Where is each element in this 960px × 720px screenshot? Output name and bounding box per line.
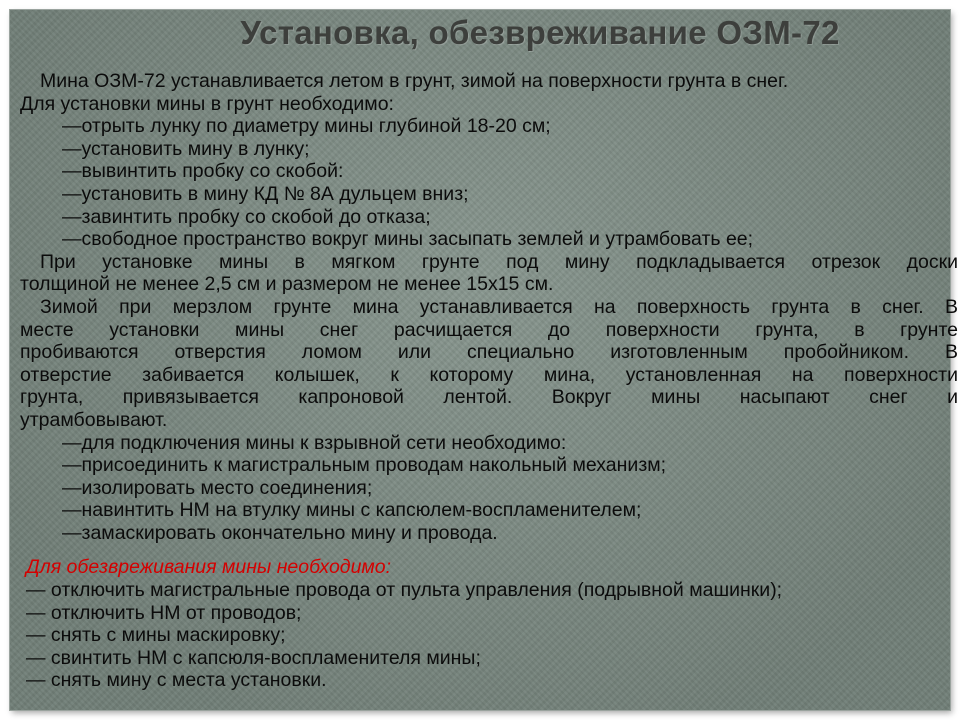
connect-step: —присоединить к магистральным проводам накольный механизм; xyxy=(62,454,667,477)
winter-line: пробиваются отверстия ломом или специально изготовленным пробойником. В xyxy=(20,341,958,364)
install-step: —свободное пространство вокруг мины засыпать землей и утрамбовать ее; xyxy=(62,228,754,251)
winter-line: грунта, привязывается капроновой лентой. Вокруг мины насыпают снег и xyxy=(20,386,958,409)
install-step: —вывинтить пробку со скобой: xyxy=(62,160,344,183)
disarm-heading: Для обезвреживания мины необходимо: xyxy=(26,556,392,579)
disarm-step: — свинтить НМ с капсюля-воспламенителя мины; xyxy=(26,646,481,669)
winter-line: Зимой при мерзлом грунте мина устанавливается на поверхность грунта в снег. В xyxy=(40,295,958,318)
winter-line: утрамбовывают. xyxy=(20,408,168,431)
connect-step: —для подключения мины к взрывной сети необходимо: xyxy=(62,431,567,454)
intro-line-2: Для установки мины в грунт необходимо: xyxy=(20,92,394,115)
slide-title: Установка, обезвреживание ОЗМ-72 xyxy=(240,14,840,51)
install-step: —установить мину в лунку; xyxy=(62,137,310,160)
install-step: —отрыть лунку по диаметру мины глубиной 18-20 см; xyxy=(62,115,551,138)
install-step: —установить в мину КД № 8А дульцем вниз; xyxy=(62,182,469,205)
connect-step: —замаскировать окончательно мину и провода. xyxy=(62,521,498,544)
install-step: —завинтить пробку со скобой до отказа; xyxy=(62,205,431,228)
winter-line: месте установки мины снег расчищается до поверхности грунта, в грунте xyxy=(20,318,958,341)
disarm-step: — снять с мины маскировку; xyxy=(26,624,286,647)
connect-step: —навинтить НМ на втулку мины с капсюлем-воспламенителем; xyxy=(62,499,642,522)
winter-line: отверстие забивается колышек, к которому мина, установленная на поверхности xyxy=(20,363,958,386)
soft-ground-line-2: толщиной не менее 2,5 см и размером не менее 15х15 см. xyxy=(20,273,554,296)
section-gap xyxy=(20,544,958,556)
slide-body xyxy=(20,70,958,692)
intro-line-1: Мина ОЗМ-72 устанавливается летом в грунт, зимой на поверхности грунта в снег. xyxy=(40,70,789,92)
connect-step: —изолировать место соединения; xyxy=(62,476,373,499)
disarm-step: — отключить магистральные провода от пульта управления (подрывной машинки); xyxy=(26,579,783,602)
disarm-step: — снять мину с места установки. xyxy=(26,669,327,692)
soft-ground-line-1: При установке мины в мягком грунте под мину подкладывается отрезок доски xyxy=(40,250,958,273)
disarm-step: — отключить НМ от проводов; xyxy=(26,601,302,624)
slide xyxy=(10,10,958,710)
